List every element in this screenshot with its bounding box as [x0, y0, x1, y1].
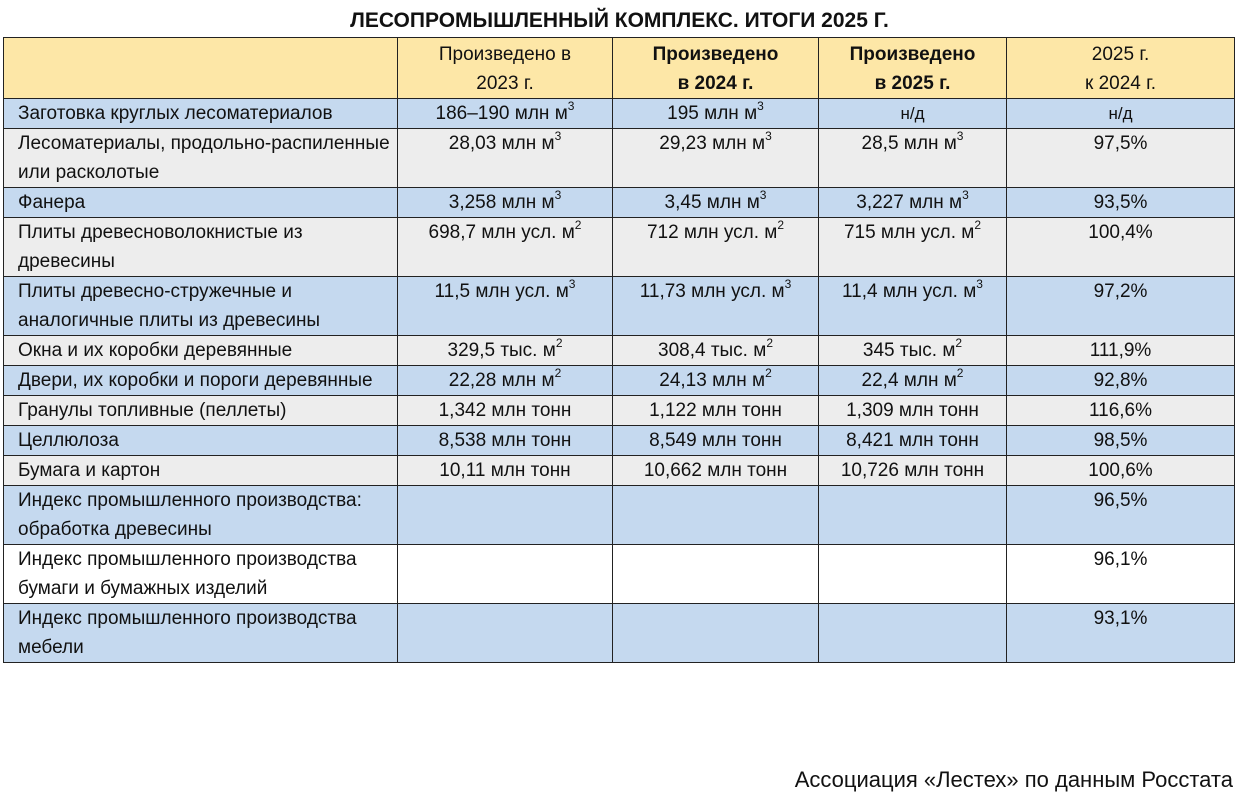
value-ratio: 100,4% [1007, 218, 1235, 277]
value-ratio: 93,5% [1007, 188, 1235, 218]
row-name: Окна и их коробки деревянные [4, 336, 398, 366]
header-line1: Произведено в [438, 44, 572, 65]
unit-exponent: 3 [568, 276, 576, 291]
value-y2023 [398, 336, 613, 366]
value-y2023 [398, 604, 613, 663]
header-line2: 2023 г. [476, 73, 534, 94]
header-line1: Произведено [849, 44, 976, 65]
value-ratio: 97,2% [1007, 277, 1235, 336]
table-row [4, 188, 1235, 218]
value-text: 329,5 тыс. м [447, 340, 556, 361]
value-y2023 [398, 99, 613, 129]
value-y2025 [819, 366, 1007, 396]
value-y2025 [819, 218, 1007, 277]
value-text: 22,28 млн м [448, 370, 555, 391]
value-text: 8,538 млн тонн [438, 430, 572, 451]
value-text: 29,23 млн м [659, 133, 766, 154]
row-name: Плиты древесно-стружечные и аналогичные плиты из древесины [4, 277, 398, 336]
value-y2023 [398, 218, 613, 277]
table-row [4, 218, 1235, 277]
header-ratio-2025-2024 [1007, 38, 1235, 99]
header-produced-2025 [819, 38, 1007, 99]
value-y2024 [613, 426, 819, 456]
table-row [4, 486, 1235, 545]
table-row [4, 336, 1235, 366]
unit-exponent: 3 [784, 276, 792, 291]
unit-exponent: 2 [956, 365, 964, 380]
row-name: Лесоматериалы, продольно-распиленные или расколотые [4, 129, 398, 188]
unit-exponent: 3 [765, 128, 772, 143]
value-y2023 [398, 426, 613, 456]
value-text: 1,342 млн тонн [438, 400, 572, 421]
value-y2023 [398, 545, 613, 604]
value-ratio: 100,6% [1007, 456, 1235, 486]
unit-exponent: 2 [554, 365, 562, 380]
value-text: 24,13 млн м [659, 370, 766, 391]
table-row [4, 396, 1235, 426]
unit-exponent: 3 [554, 187, 562, 202]
value-y2024 [613, 218, 819, 277]
value-y2024 [613, 188, 819, 218]
value-text: 11,4 млн усл. м [842, 281, 977, 302]
unit-exponent: 2 [765, 365, 772, 380]
row-name: Двери, их коробки и пороги деревянные [4, 366, 398, 396]
value-text: 8,549 млн тонн [649, 430, 782, 451]
header-line2: к 2024 г. [1084, 73, 1157, 94]
value-y2023 [398, 129, 613, 188]
value-text: 1,122 млн тонн [649, 400, 782, 421]
value-text: 10,662 млн тонн [643, 460, 788, 481]
unit-exponent: 3 [757, 98, 764, 113]
unit-exponent: 3 [956, 128, 964, 143]
value-ratio: 111,9% [1007, 336, 1235, 366]
value-ratio: 96,1% [1007, 545, 1235, 604]
value-y2024 [613, 99, 819, 129]
value-y2025 [819, 604, 1007, 663]
row-name: Фанера [4, 188, 398, 218]
table-row [4, 456, 1235, 486]
unit-exponent: 3 [554, 128, 562, 143]
value-y2024 [613, 129, 819, 188]
header-line1: Произведено [652, 44, 779, 65]
value-text: 195 млн м [667, 103, 758, 124]
value-text: 10,11 млн тонн [439, 460, 571, 481]
value-y2025 [819, 277, 1007, 336]
value-text: н/д [900, 104, 925, 123]
value-ratio: 93,1% [1007, 604, 1235, 663]
unit-exponent: 2 [766, 335, 773, 350]
unit-exponent: 3 [976, 276, 983, 291]
row-name: Заготовка круглых лесоматериалов [4, 99, 398, 129]
value-y2024 [613, 366, 819, 396]
value-y2025 [819, 396, 1007, 426]
unit-exponent: 3 [759, 187, 767, 202]
header-row [4, 38, 1235, 99]
source-note: Ассоциация «Лестех» по данным Росстата [794, 767, 1233, 792]
header-line2: в 2024 г. [677, 73, 754, 94]
value-text: 10,726 млн тонн [840, 460, 985, 481]
value-text: 186–190 млн м [435, 103, 568, 124]
value-y2023 [398, 456, 613, 486]
value-text: 3,258 млн м [448, 192, 555, 213]
value-y2024 [613, 456, 819, 486]
header-line2: в 2025 г. [874, 73, 951, 94]
value-ratio: 116,6% [1007, 396, 1235, 426]
value-text: 8,421 млн тонн [846, 430, 979, 451]
value-y2023 [398, 366, 613, 396]
value-text: 698,7 млн усл. м [428, 222, 575, 243]
header-line1: 2025 г. [1091, 44, 1150, 65]
value-text: 3,45 млн м [664, 192, 760, 213]
row-name: Плиты древесноволокнистые из древесины [4, 218, 398, 277]
value-y2023 [398, 277, 613, 336]
row-name: Гранулы топливные (пеллеты) [4, 396, 398, 426]
value-y2023 [398, 396, 613, 426]
value-y2023 [398, 486, 613, 545]
value-y2025 [819, 129, 1007, 188]
value-y2024 [613, 604, 819, 663]
unit-exponent: 3 [962, 187, 969, 202]
value-text: 11,5 млн усл. м [434, 281, 569, 302]
unit-exponent: 2 [974, 217, 982, 232]
value-ratio: 98,5% [1007, 426, 1235, 456]
value-y2025 [819, 486, 1007, 545]
unit-exponent: 2 [574, 217, 582, 232]
table-row [4, 277, 1235, 336]
value-text: 28,03 млн м [448, 133, 555, 154]
value-text: 3,227 млн м [856, 192, 963, 213]
forestry-results-table [3, 37, 1235, 663]
table-row [4, 99, 1235, 129]
value-text: 715 млн усл. м [843, 222, 975, 243]
table-row [4, 366, 1235, 396]
row-name: Индекс промышленного производства мебели [4, 604, 398, 663]
value-y2024 [613, 277, 819, 336]
value-y2025 [819, 545, 1007, 604]
value-y2025 [819, 188, 1007, 218]
unit-exponent: 2 [555, 335, 563, 350]
table-row [4, 129, 1235, 188]
value-text: 11,73 млн усл. м [639, 281, 785, 302]
value-y2024 [613, 336, 819, 366]
value-text: 1,309 млн тонн [846, 400, 979, 421]
value-y2025 [819, 456, 1007, 486]
table-row [4, 426, 1235, 456]
unit-exponent: 3 [567, 98, 575, 113]
table-row [4, 604, 1235, 663]
header-produced-2023 [398, 38, 613, 99]
value-y2024 [613, 545, 819, 604]
value-y2025 [819, 426, 1007, 456]
table-row [4, 545, 1235, 604]
value-text: 712 млн усл. м [646, 222, 778, 243]
unit-exponent: 2 [955, 335, 963, 350]
value-y2024 [613, 396, 819, 426]
row-name: Бумага и картон [4, 456, 398, 486]
value-ratio: 92,8% [1007, 366, 1235, 396]
table-title: ЛЕСОПРОМЫШЛЕННЫЙ КОМПЛЕКС. ИТОГИ 2025 Г. [350, 9, 889, 32]
row-name: Индекс промышленного производства бумаги и бумажных изделий [4, 545, 398, 604]
value-ratio: 96,5% [1007, 486, 1235, 545]
value-y2025 [819, 99, 1007, 129]
value-ratio: 97,5% [1007, 129, 1235, 188]
header-produced-2024 [613, 38, 819, 99]
value-text: 22,4 млн м [861, 370, 957, 391]
value-text: 345 тыс. м [862, 340, 956, 361]
value-text: 308,4 тыс. м [658, 340, 767, 361]
value-ratio: н/д [1007, 99, 1235, 129]
unit-exponent: 2 [777, 217, 785, 232]
value-y2025 [819, 336, 1007, 366]
row-name: Целлюлоза [4, 426, 398, 456]
value-y2023 [398, 188, 613, 218]
header-item [4, 38, 398, 99]
value-y2024 [613, 486, 819, 545]
row-name: Индекс промышленного производства: обработка древесины [4, 486, 398, 545]
value-text: 28,5 млн м [861, 133, 957, 154]
